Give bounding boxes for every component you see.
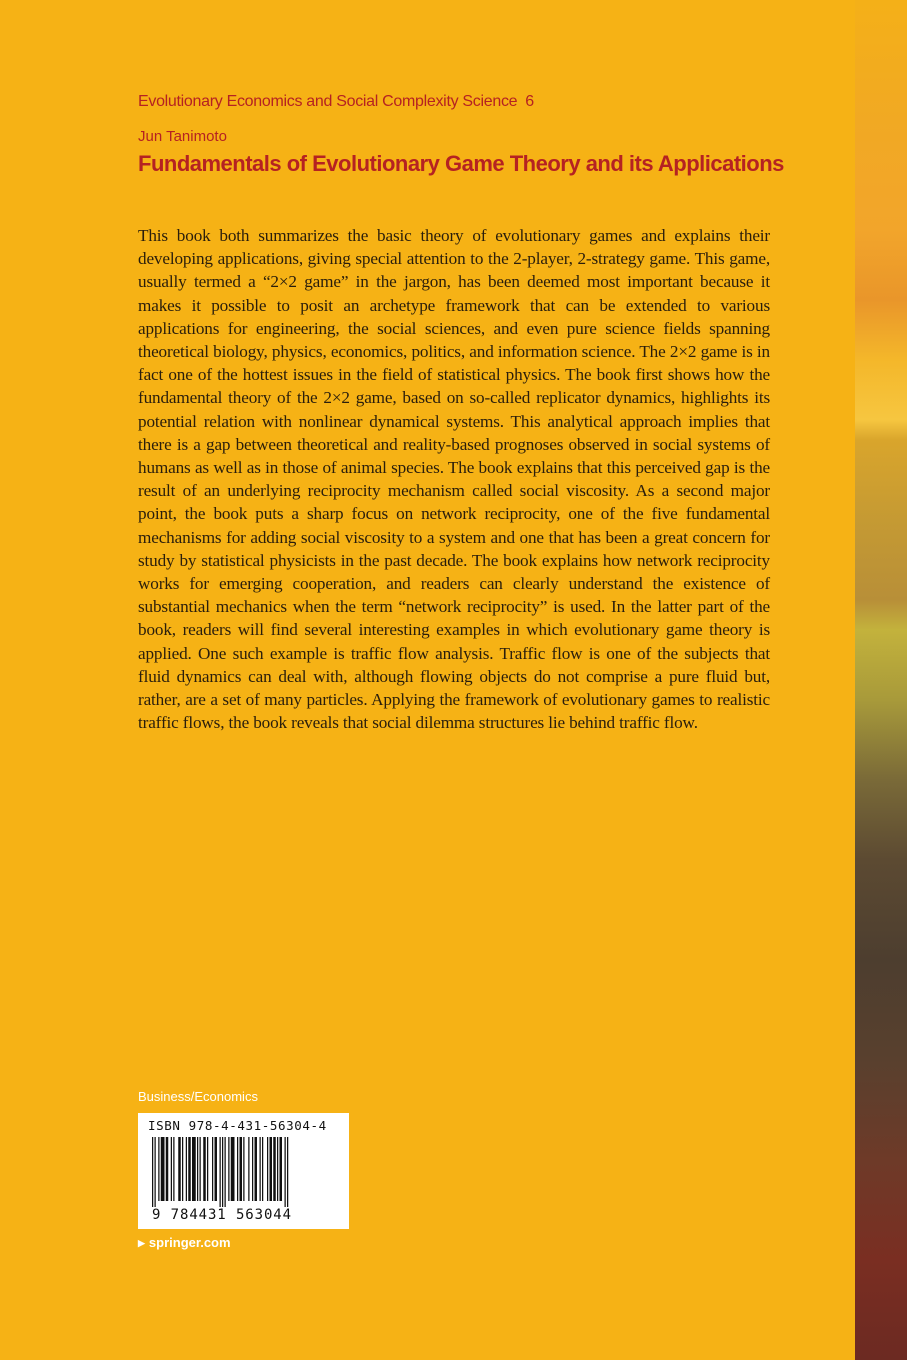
- series-volume: 6: [525, 93, 534, 110]
- barcode-bar: [215, 1137, 218, 1201]
- barcode-bar: [203, 1137, 206, 1201]
- barcode-bar: [225, 1137, 226, 1207]
- barcode-bar: [166, 1137, 169, 1201]
- barcode-bar: [171, 1137, 172, 1201]
- barcode-bar: [158, 1137, 159, 1201]
- barcode-bar: [178, 1137, 181, 1201]
- barcode-bar: [277, 1137, 278, 1201]
- author-name: Jun Tanimoto: [138, 128, 227, 145]
- barcode-bar: [287, 1137, 288, 1207]
- isbn-barcode: [138, 1113, 349, 1229]
- cover-image-strip: [855, 0, 907, 1360]
- barcode-bar: [155, 1137, 156, 1207]
- barcode-bar: [200, 1137, 201, 1201]
- barcode-bar: [262, 1137, 263, 1201]
- subject-category: Business/Economics: [138, 1089, 258, 1104]
- barcode-bar: [220, 1137, 221, 1207]
- barcode-bar: [285, 1137, 286, 1207]
- book-description: This book both summarizes the basic theory of evolutionary games and explains their developing applications, giving special attention to the 2-player, 2-strategy game. This game, usually termed a “2×2 game” in the jargon, has been deemed most important because it makes it possible to posit an archetype framework that can be extended to various applications for engineering, the social sciences, and even pure science fields spanning theoretical biology, physics, economics, politics, and information science. The 2×2 game is in fact one of the hottest issues in the field of statistical physics. The book first shows how the fundamental theory of the 2×2 game, based on so-called replicator dynamics, highlights its potential relation with nonlinear dynamical systems. This analytical approach implies that there is a gap between theoretical and reality-based prognoses observed in social systems of humans as well as in those of animal species. The book explains that this perceived gap is the result of an underlying reciprocity mechanism called social viscosity. As a second major point, the book puts a sharp focus on network reciprocity, one of the five fundamental mechanisms for adding social viscosity to a system and one that has been a great concern for study by statistical physicists in the past decade. The book explains how network reciprocity works for emerging cooperation, and readers can clearly understand the existence of substantial mechanics when the term “network reciprocity” is used. In the latter part of the book, readers will find several interesting examples in which evolutionary game theory is applied. One such example is traffic flow analysis. Traffic flow is one of the subjects that fluid dynamics can deal with, although flowing objects do not comprise a pure fluid but, rather, are a set of many particles. Applying the framework of evolutionary games to realistic traffic flows, the book reveals that social dilemma structures lie behind traffic flow.: [138, 226, 770, 733]
- barcode-bar: [173, 1137, 174, 1201]
- barcode-bar: [248, 1137, 249, 1201]
- barcode-bar: [186, 1137, 187, 1201]
- series-name: Evolutionary Economics and Social Complexity Science: [138, 93, 518, 110]
- barcode-bar: [243, 1137, 244, 1201]
- barcode-bar: [188, 1137, 191, 1201]
- barcode-bar: [228, 1137, 229, 1201]
- barcode-bar: [237, 1137, 238, 1201]
- barcode-digits: 9 784431 563044: [152, 1207, 292, 1223]
- isbn-label: ISBN 978-4-431-56304-4: [148, 1118, 327, 1133]
- barcode-bar: [273, 1137, 276, 1201]
- barcode-bar: [231, 1137, 235, 1201]
- barcode-bar: [192, 1137, 196, 1201]
- barcode-bar: [270, 1137, 273, 1201]
- barcode-bar: [161, 1137, 165, 1201]
- series-line: [138, 93, 534, 111]
- barcode-bar: [280, 1137, 283, 1201]
- barcode-bar: [197, 1137, 198, 1201]
- book-title: Fundamentals of Evolutionary Game Theory and its Applications: [138, 151, 784, 176]
- barcode-bar: [255, 1137, 258, 1201]
- barcode-bar: [212, 1137, 213, 1201]
- triangle-right-icon: ▶: [138, 1238, 145, 1248]
- publisher-link-label: springer.com: [148, 1235, 231, 1250]
- barcode-bar: [260, 1137, 261, 1201]
- barcode-bar: [240, 1137, 243, 1201]
- barcode-bar: [152, 1137, 153, 1207]
- barcode-bar: [267, 1137, 268, 1201]
- barcode-bar: [182, 1137, 183, 1201]
- publisher-link[interactable]: [138, 1235, 231, 1250]
- barcode-bar: [207, 1137, 208, 1201]
- barcode-bar: [222, 1137, 223, 1207]
- barcode-bars: [142, 1137, 345, 1207]
- barcode-bar: [252, 1137, 253, 1201]
